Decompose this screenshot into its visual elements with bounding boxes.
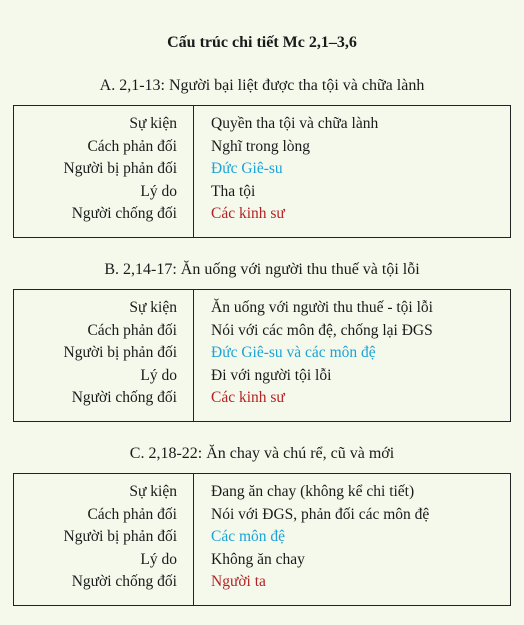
label-event: Sự kiện xyxy=(129,299,177,316)
value-event: Quyền tha tội và chữa lành xyxy=(211,115,379,132)
section-b-labels xyxy=(14,290,194,421)
value-objection-method: Nói với ĐGS, phản đối các môn đệ xyxy=(211,505,430,523)
label-event: Sự kiện xyxy=(129,483,177,500)
section-a-labels xyxy=(14,106,194,237)
value-event: Đang ăn chay (không kể chi tiết) xyxy=(211,483,415,500)
value-opponent: Người ta xyxy=(211,573,266,590)
section-c-table xyxy=(13,473,511,606)
section-b-values xyxy=(194,290,510,421)
label-event: Sự kiện xyxy=(129,115,177,132)
label-opponent: Người chống đối xyxy=(71,573,177,590)
value-objection-method: Nghĩ trong lòng xyxy=(211,137,311,155)
value-event: Ăn uống với người thu thuế - tội lỗi xyxy=(211,299,433,316)
label-opponent: Người chống đối xyxy=(71,389,177,406)
value-reason: Không ăn chay xyxy=(211,550,305,568)
page-title: Cấu trúc chi tiết Mc 2,1–3,6 xyxy=(167,34,357,51)
label-target: Người bị phản đối xyxy=(63,344,177,361)
label-objection-method: Cách phản đối xyxy=(87,321,177,339)
value-target: Đức Giê-su xyxy=(211,160,283,177)
section-c-values xyxy=(194,474,510,605)
value-target: Đức Giê-su và các môn đệ xyxy=(211,344,376,361)
label-opponent: Người chống đối xyxy=(71,205,177,222)
label-target: Người bị phản đối xyxy=(63,528,177,545)
value-target: Các môn đệ xyxy=(211,528,286,545)
value-reason: Tha tội xyxy=(211,182,256,200)
label-objection-method: Cách phản đối xyxy=(87,137,177,155)
section-b-heading: B. 2,14-17: Ăn uống với người thu thuế và tội lỗi xyxy=(104,261,420,278)
section-a-values xyxy=(194,106,510,237)
value-objection-method: Nói với các môn đệ, chống lại ĐGS xyxy=(211,321,433,339)
section-b-table xyxy=(13,289,511,422)
label-reason: Lý do xyxy=(140,366,177,384)
value-opponent: Các kinh sư xyxy=(211,205,285,222)
label-target: Người bị phản đối xyxy=(63,160,177,177)
value-reason: Đi với người tội lỗi xyxy=(211,366,332,384)
label-reason: Lý do xyxy=(140,182,177,200)
section-a-heading: A. 2,1-13: Người bại liệt được tha tội và chữa lành xyxy=(99,77,425,94)
label-objection-method: Cách phản đối xyxy=(87,505,177,523)
section-c-heading: C. 2,18-22: Ăn chay và chú rể, cũ và mới xyxy=(129,445,395,462)
label-reason: Lý do xyxy=(140,550,177,568)
section-c-labels xyxy=(14,474,194,605)
value-opponent: Các kinh sư xyxy=(211,389,285,406)
section-a-table xyxy=(13,105,511,238)
